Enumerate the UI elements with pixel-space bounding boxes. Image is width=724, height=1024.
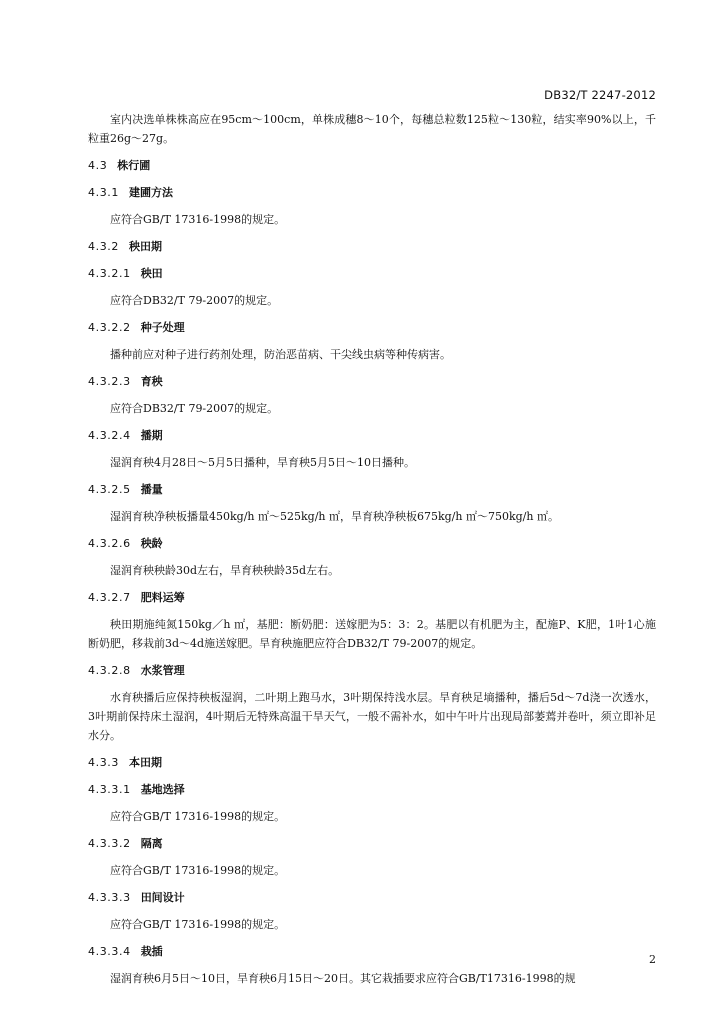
- section-number: 4.3.2.4: [88, 429, 131, 442]
- section-heading: [88, 942, 656, 961]
- section-number: 4.3.2.2: [88, 321, 131, 334]
- section-number: 4.3.3: [88, 756, 119, 769]
- section-heading: [88, 588, 656, 607]
- section-title: 基地选择: [140, 783, 185, 796]
- section-title: 株行圃: [117, 159, 151, 172]
- section-number: 4.3.2: [88, 240, 119, 253]
- section-title: 播量: [140, 483, 163, 496]
- section-title: 本田期: [129, 756, 162, 769]
- section-title: 肥料运筹: [140, 591, 185, 604]
- section-title: 种子处理: [140, 321, 185, 334]
- paragraph: 播种前应对种子进行药剂处理，防治恶苗病、干尖线虫病等种传病害。: [110, 348, 451, 361]
- section-title: 秧田: [140, 267, 163, 280]
- section-number: 4.3.2.1: [88, 267, 131, 280]
- section-title: 育秧: [140, 375, 163, 388]
- section-title: 秧田期: [129, 240, 162, 253]
- paragraph: 湿润育秧6月5日～10日，旱育秧6月15日～20日。其它栽插要求应符合GB/T17316-1998的规: [110, 972, 576, 985]
- section-heading: [88, 183, 656, 202]
- section-title: 栽插: [140, 945, 163, 958]
- section-heading: [88, 888, 656, 907]
- section-number: 4.3.3.2: [88, 837, 131, 850]
- paragraph: 应符合DB32/T 79-2007的规定。: [110, 294, 279, 307]
- section-heading: [88, 426, 656, 445]
- section-number: 4.3: [88, 159, 108, 172]
- section-title: 水浆管理: [140, 664, 185, 677]
- section-heading: [88, 834, 656, 853]
- section-number: 4.3.2.5: [88, 483, 131, 496]
- paragraph: 室内决选单株株高应在95cm～100cm，单株成穗8～10个，每穗总粒数125粒～130粒，结实率90%以上，千粒重26g～27g。: [88, 113, 656, 145]
- document-body: [88, 110, 656, 996]
- paragraph: 应符合DB32/T 79-2007的规定。: [110, 402, 279, 415]
- paragraph: 应符合GB/T 17316-1998的规定。: [110, 918, 286, 931]
- page-number: 2: [649, 953, 656, 966]
- document-code: DB32/T 2247-2012: [544, 88, 656, 102]
- section-title: 建圃方法: [129, 186, 173, 199]
- section-number: 4.3.1: [88, 186, 119, 199]
- section-heading: [88, 156, 656, 175]
- section-heading: [88, 480, 656, 499]
- section-number: 4.3.2.7: [88, 591, 131, 604]
- section-number: 4.3.2.8: [88, 664, 131, 677]
- paragraph: 水育秧播后应保持秧板湿润，二叶期上跑马水，3叶期保持浅水层。旱育秧足墒播种，播后5d～7d浇一次透水，3叶期前保持床土湿润，4叶期后无特殊高温干旱天气，一般不需补水，如中午叶片出现局部萎蔫并卷叶，须立即补足水分。: [88, 691, 656, 742]
- section-heading: [88, 753, 656, 772]
- section-title: 播期: [140, 429, 163, 442]
- paragraph: 应符合GB/T 17316-1998的规定。: [110, 864, 286, 877]
- section-heading: [88, 534, 656, 553]
- paragraph: 湿润育秧净秧板播量450kg/h ㎡～525kg/h ㎡，旱育秧净秧板675kg/h ㎡～750kg/h ㎡。: [110, 510, 559, 523]
- paragraph: 湿润育秧秧龄30d左右，旱育秧秧龄35d左右。: [110, 564, 340, 577]
- paragraph: 秧田期施纯氮150kg／h ㎡，基肥：断奶肥：送嫁肥为5：3：2。基肥以有机肥为主，配施P、K肥，1叶1心施断奶肥，移栽前3d～4d施送嫁肥。旱育秧施肥应符合DB32/T 79-2007的规定。: [88, 618, 656, 650]
- section-title: 隔离: [140, 837, 163, 850]
- paragraph: 应符合GB/T 17316-1998的规定。: [110, 213, 286, 226]
- section-number: 4.3.3.4: [88, 945, 131, 958]
- section-heading: [88, 661, 656, 680]
- paragraph: 应符合GB/T 17316-1998的规定。: [110, 810, 286, 823]
- section-title: 田间设计: [140, 891, 185, 904]
- section-number: 4.3.3.3: [88, 891, 131, 904]
- section-heading: [88, 237, 656, 256]
- section-number: 4.3.2.3: [88, 375, 131, 388]
- section-number: 4.3.3.1: [88, 783, 131, 796]
- section-heading: [88, 264, 656, 283]
- section-number: 4.3.2.6: [88, 537, 131, 550]
- paragraph: 湿润育秧4月28日～5月5日播种，旱育秧5月5日～10日播种。: [110, 456, 415, 469]
- section-heading: [88, 372, 656, 391]
- section-heading: [88, 318, 656, 337]
- section-title: 秧龄: [140, 537, 163, 550]
- section-heading: [88, 780, 656, 799]
